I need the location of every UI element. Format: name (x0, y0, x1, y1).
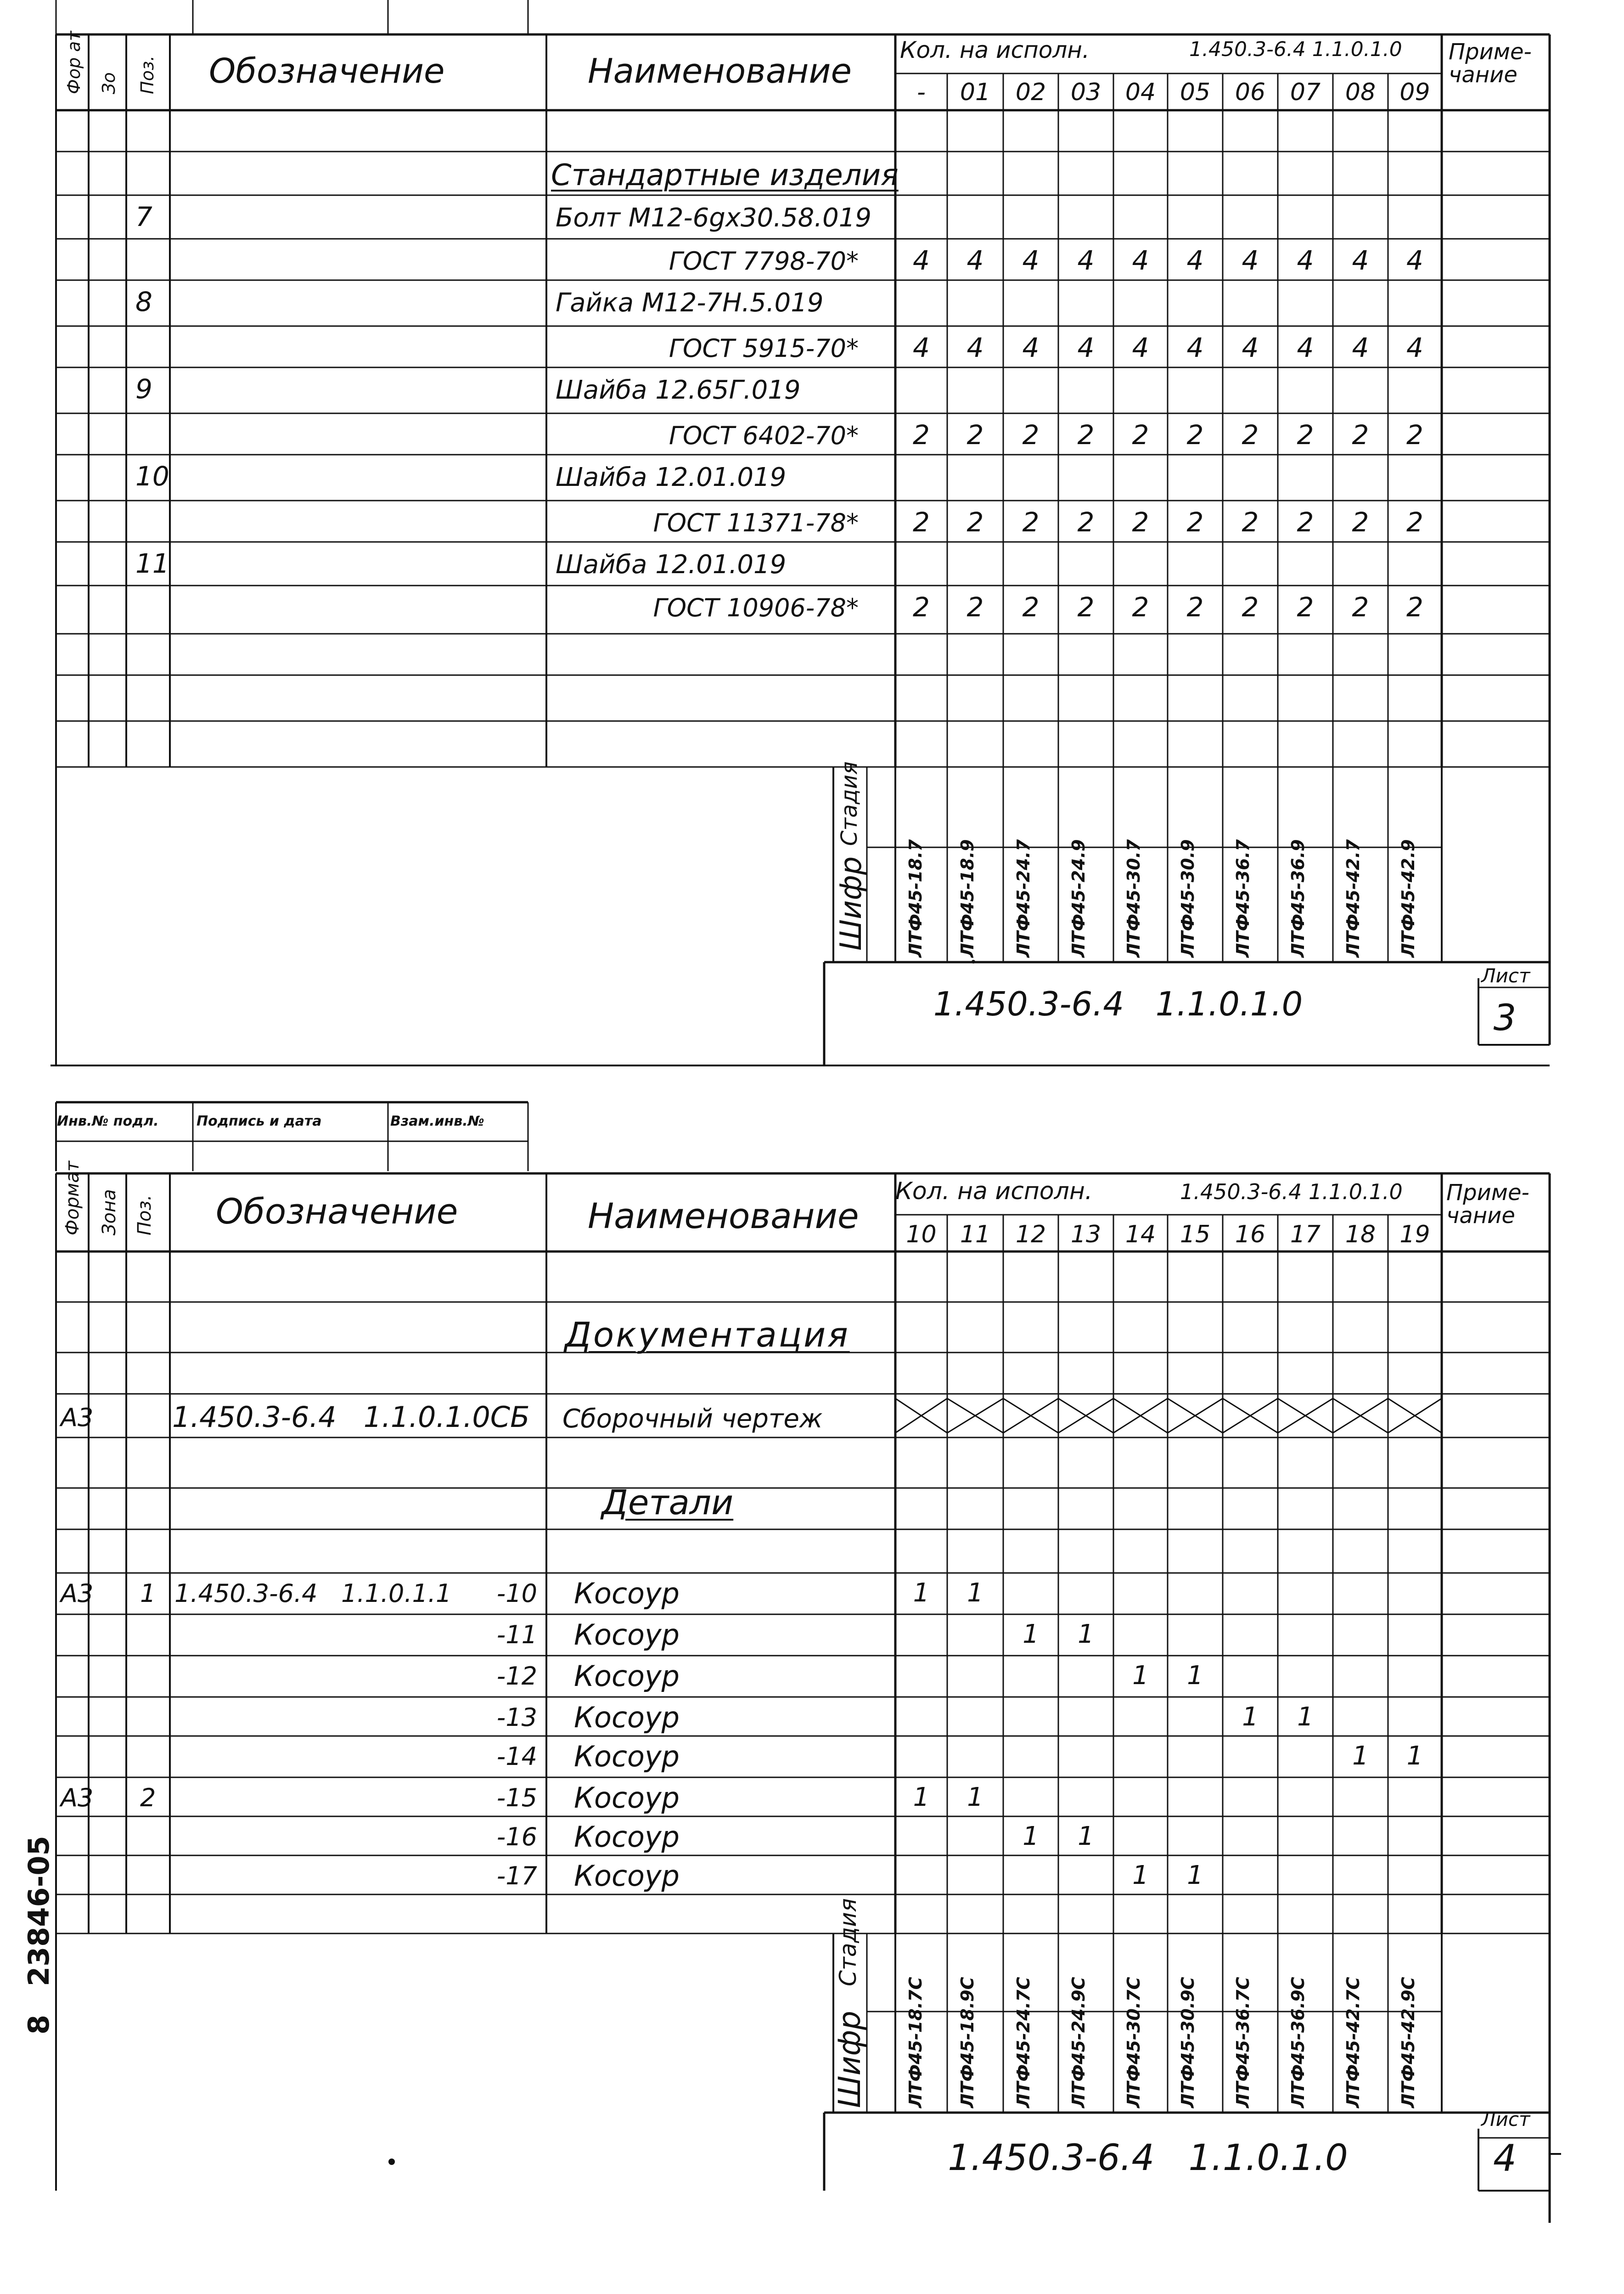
cipher-code: ЛТФ45-42.9 (1398, 839, 1418, 958)
item-qty: 2 (1132, 419, 1149, 451)
part-qty: 1 (1242, 1702, 1259, 1732)
item-qty: 2 (1406, 592, 1423, 623)
item-qty: 2 (1242, 419, 1259, 451)
part-suffix: -16 (496, 1822, 537, 1851)
item-standard: ГОСТ 6402-70* (669, 421, 859, 450)
item-qty: 2 (1077, 592, 1095, 623)
doc-format: А3 (61, 1403, 94, 1432)
item-qty: 4 (967, 245, 984, 276)
cipher-code: ЛТФ45-24.7 (1013, 839, 1034, 958)
item-standard: ГОСТ 7798-70* (669, 247, 859, 276)
header-zone: Зо (99, 72, 119, 94)
item-qty: 2 (1022, 592, 1040, 623)
header-qty-doc: 1.450.3-6.4 1.1.0.1.0 (1180, 1179, 1403, 1204)
header-qty-doc: 1.450.3-6.4 1.1.0.1.0 (1189, 38, 1402, 61)
variant-col-04: 04 (1125, 79, 1156, 106)
cipher-code: ЛТФ45-18.9С (957, 1977, 978, 2108)
part-qty: 1 (967, 1782, 983, 1812)
part-qty: 1 (1023, 1821, 1039, 1851)
cipher-code: ЛТФ45-36.7С (1233, 1977, 1253, 2108)
variant-col-12: 12 (1015, 1221, 1046, 1248)
doc-name: Сборочный чертеж (562, 1404, 823, 1434)
part-suffix: -17 (496, 1861, 537, 1890)
variant-col-02: 02 (1015, 79, 1046, 106)
item-qty: 2 (913, 592, 930, 623)
item-qty: 4 (1352, 332, 1369, 363)
item-qty: 2 (1242, 507, 1259, 538)
sheet-number: 3 (1493, 998, 1517, 1039)
item-standard: ГОСТ 5915-70* (669, 334, 859, 363)
archive-number: 23846-05 (22, 1836, 56, 1986)
item-qty: 2 (1406, 419, 1423, 451)
stage-label: Стадия (835, 1898, 861, 1986)
ink-dot (972, 960, 975, 964)
part-suffix: -11 (496, 1620, 537, 1649)
part-suffix: -13 (496, 1703, 537, 1732)
section-standard-items: Стандартные изделия (551, 158, 899, 192)
variant-col-11: 11 (960, 1221, 991, 1248)
item-qty: 2 (1352, 419, 1369, 451)
part-qty: 1 (913, 1578, 930, 1608)
item-name: Гайка М12-7Н.5.019 (556, 288, 824, 318)
part-format: А3 (61, 1783, 94, 1812)
header-designation: Обозначение (216, 1191, 458, 1232)
ink-dot (388, 2159, 395, 2165)
part-name: Косоур (574, 1701, 680, 1734)
section-parts: Детали (601, 1483, 734, 1522)
header-pos: Поз. (137, 55, 157, 94)
header-zone: Зона (99, 1189, 120, 1235)
variant-col-13: 13 (1070, 1221, 1101, 1248)
cipher-code: ЛТФ45-30.7С (1124, 1977, 1144, 2108)
variant-col-10: 10 (906, 1221, 937, 1248)
item-pos: 11 (135, 548, 169, 579)
document-number: 1.450.3-6.4 1.1.0.1.0 (933, 985, 1303, 1023)
item-name: Болт М12-6gх30.58.019 (556, 203, 871, 233)
part-qty: 1 (967, 1578, 983, 1608)
cipher-code: ЛТФ45-36.7 (1233, 839, 1253, 958)
item-pos: 8 (135, 286, 152, 317)
part-pos: 2 (140, 1783, 156, 1812)
variant-col-19: 19 (1399, 1221, 1430, 1248)
part-qty: 1 (1078, 1821, 1094, 1851)
cipher-code: ЛТФ45-18.7 (905, 839, 926, 958)
sheet-number: 4 (1493, 2137, 1517, 2180)
item-qty: 2 (1297, 507, 1314, 538)
cipher-code: ЛТФ45-24.9С (1068, 1977, 1089, 2108)
cipher-code: ЛТФ45-30.9 (1178, 839, 1198, 958)
item-qty: 2 (913, 419, 930, 451)
stamp-replaced-inv: Взам.инв.№ (390, 1113, 484, 1129)
item-qty: 2 (1022, 419, 1040, 451)
cipher-code: ЛТФ45-18.9 (957, 839, 978, 958)
item-qty: 4 (967, 332, 984, 363)
item-qty: 4 (1077, 245, 1095, 276)
item-qty: 2 (1352, 592, 1369, 623)
doc-designation: 1.450.3-6.4 1.1.0.1.0СБ (172, 1400, 530, 1434)
item-qty: 2 (1132, 592, 1149, 623)
item-qty: 2 (967, 592, 984, 623)
cipher-code: ЛТФ45-36.9 (1288, 839, 1308, 958)
header-name: Наименование (588, 1195, 859, 1236)
part-name: Косоур (574, 1618, 680, 1651)
variant-col-05: 05 (1180, 79, 1211, 106)
part-name: Косоур (574, 1659, 680, 1693)
item-qty: 2 (1077, 419, 1095, 451)
item-qty: 2 (1352, 507, 1369, 538)
header-designation: Обозначение (209, 51, 445, 91)
item-qty: 4 (1186, 332, 1204, 363)
item-pos: 9 (135, 373, 152, 405)
variant-col-08: 08 (1345, 79, 1376, 106)
part-qty: 1 (1297, 1702, 1314, 1732)
cipher-code: ЛТФ45-30.9С (1178, 1977, 1198, 2108)
item-qty: 4 (913, 332, 930, 363)
item-qty: 2 (1186, 592, 1204, 623)
item-name: Шайба 12.65Г.019 (556, 375, 801, 405)
item-qty: 4 (1297, 245, 1314, 276)
part-format: А3 (61, 1579, 94, 1608)
part-qty: 1 (1187, 1860, 1203, 1890)
header-note: Приме- чание (1449, 39, 1532, 88)
header-format: Фор ат (64, 31, 84, 94)
part-name: Косоур (574, 1740, 680, 1773)
section-documentation: Документация (565, 1315, 850, 1355)
item-qty: 4 (1132, 245, 1149, 276)
item-qty: 2 (967, 419, 984, 451)
cipher-label: Шифр (834, 856, 868, 951)
variant-col-06: 06 (1235, 79, 1266, 106)
item-qty: 4 (1132, 332, 1149, 363)
document-number: 1.450.3-6.4 1.1.0.1.0 (948, 2137, 1348, 2179)
item-qty: 2 (1186, 507, 1204, 538)
part-name: Косоур (574, 1577, 680, 1610)
part-name: Косоур (574, 1781, 680, 1815)
item-qty: 4 (1242, 332, 1259, 363)
sheet-label: Лист (1481, 2108, 1530, 2131)
stamp-inv-original: Инв.№ подл. (57, 1113, 159, 1129)
item-name: Шайба 12.01.019 (556, 462, 787, 492)
cipher-code: ЛТФ45-36.9С (1288, 1977, 1308, 2108)
variant-col-base: - (917, 79, 926, 106)
item-qty: 2 (1186, 419, 1204, 451)
part-suffix: -10 (496, 1579, 537, 1608)
variant-col-03: 03 (1070, 79, 1101, 106)
cipher-code: ЛТФ45-42.9С (1398, 1977, 1418, 2108)
item-qty: 4 (1352, 245, 1369, 276)
item-qty: 2 (1242, 592, 1259, 623)
variant-col-01: 01 (960, 79, 991, 106)
page-mark: 8 (22, 2014, 56, 2035)
part-suffix: -12 (496, 1662, 537, 1691)
variant-col-07: 07 (1290, 79, 1321, 106)
item-qty: 4 (1406, 332, 1423, 363)
item-qty: 4 (1406, 245, 1423, 276)
part-qty: 1 (1406, 1741, 1423, 1771)
part-qty: 1 (1023, 1619, 1039, 1649)
cipher-code: ЛТФ45-24.7С (1013, 1977, 1034, 2108)
cipher-code: ЛТФ45-42.7 (1343, 839, 1363, 958)
part-qty: 1 (1132, 1661, 1149, 1691)
item-qty: 2 (967, 507, 984, 538)
part-name: Косоур (574, 1859, 680, 1893)
item-qty: 2 (1132, 507, 1149, 538)
variant-col-17: 17 (1290, 1221, 1321, 1248)
item-standard: ГОСТ 11371-78* (653, 508, 859, 537)
item-qty: 4 (1186, 245, 1204, 276)
item-qty: 4 (1242, 245, 1259, 276)
item-standard: ГОСТ 10906-78* (653, 593, 859, 622)
item-qty: 4 (913, 245, 930, 276)
item-qty: 2 (1022, 507, 1040, 538)
part-name: Косоур (574, 1820, 680, 1854)
cipher-label: Шифр (832, 2011, 867, 2108)
part-suffix: -15 (496, 1783, 537, 1812)
cipher-code: ЛТФ45-18.7С (905, 1977, 926, 2108)
item-name: Шайба 12.01.019 (556, 550, 787, 580)
variant-col-09: 09 (1399, 79, 1430, 106)
part-qty: 1 (1078, 1619, 1094, 1649)
item-qty: 2 (1297, 419, 1314, 451)
cipher-code: ЛТФ45-42.7С (1343, 1977, 1363, 2108)
item-qty: 2 (1406, 507, 1423, 538)
part-qty: 1 (1352, 1741, 1369, 1771)
part-suffix: -14 (496, 1742, 537, 1771)
header-pos: Поз. (134, 1195, 155, 1235)
stage-label: Стадия (837, 761, 862, 846)
header-qty: Кол. на исполн. (900, 37, 1090, 63)
item-pos: 10 (135, 461, 169, 492)
variant-col-18: 18 (1345, 1221, 1376, 1248)
item-qty: 2 (1297, 592, 1314, 623)
variant-col-14: 14 (1125, 1221, 1156, 1248)
part-qty: 1 (1187, 1661, 1203, 1691)
variant-col-16: 16 (1235, 1221, 1266, 1248)
item-qty: 4 (1022, 332, 1040, 363)
part-qty: 1 (913, 1782, 930, 1812)
item-pos: 7 (135, 201, 152, 232)
stamp-signature-date: Подпись и дата (197, 1113, 322, 1129)
sheet-label: Лист (1481, 964, 1530, 987)
item-qty: 4 (1022, 245, 1040, 276)
item-qty: 4 (1297, 332, 1314, 363)
header-note: Приме- чание (1446, 1180, 1529, 1229)
variant-col-15: 15 (1180, 1221, 1211, 1248)
part-qty: 1 (1132, 1860, 1149, 1890)
header-qty: Кол. на исполн. (895, 1178, 1093, 1205)
part-designation: 1.450.3-6.4 1.1.0.1.1 (174, 1579, 452, 1608)
item-qty: 2 (913, 507, 930, 538)
item-qty: 2 (1077, 507, 1095, 538)
cipher-code: ЛТФ45-24.9 (1068, 839, 1089, 958)
header-format: Формат (62, 1161, 83, 1235)
part-pos: 1 (140, 1579, 156, 1608)
cipher-code: ЛТФ45-30.7 (1124, 839, 1144, 958)
header-name: Наименование (588, 51, 852, 91)
item-qty: 4 (1077, 332, 1095, 363)
